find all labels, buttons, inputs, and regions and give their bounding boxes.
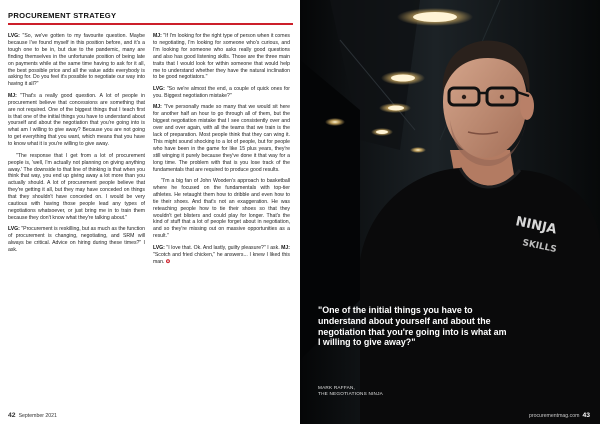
issue-date: September 2021 — [18, 413, 57, 419]
paragraph: "I'm a big fan of John Wooden's approach to basketball where he focused on the fundamentals with top-tier athletes. He retaught them how to dribble and even how to tie their shoes. And that's not an exaggeration. He was reteaching people how to tie their shoes so that they wouldn't get blisters and could play for longer. That's the kind of stuff that a lot of people forget about in negotiation, and so they're missing out on massive opportunities as a result." — [153, 178, 290, 240]
paragraph: LVG: "So we're almost the end, a couple of quick ones for you. Biggest negotiation mistake?" — [153, 85, 290, 99]
portrait-photo — [300, 0, 600, 424]
paragraph: MJ: "That's a really good question. A lot of people in procurement believe that concessions are something that are not required. One of the biggest things that I teach first is that one of the initial things you have to understand about yourself and about the negotiation that you're going into is what am I willing to give away? Because you are not going to get everything that you want, which means that you have to know what it is you're willing to give away. — [8, 92, 145, 148]
paragraph: "The response that I get from a lot of procurement people is, 'well, I'm actually not planning on giving anything away.' The downside to that line of thinking is that when you think that way, you end up giving away a lot more than you actually should. A lot of procurement people believe that they're getting it all, but they may have conceded on things that they shouldn't have conceded on. I would be very cautious with having those people lead any types of negotiations whatsoever, or just bring me in to train them because they don't know what they're talking about." — [8, 152, 145, 221]
end-of-article-icon: ✪ — [165, 258, 171, 265]
attribution-name: MARK RAFFAN, — [318, 385, 356, 390]
quote-attribution — [318, 385, 383, 397]
article-column-2 — [153, 33, 290, 270]
page-footer-left — [8, 412, 57, 419]
article-column-1 — [8, 33, 145, 259]
paragraph: LVG: "Procurement is reskilling, but as much as the function of procurement is changing, negotiating, and SRM will always be critical. Advice on hiring during these times?" I ask. — [8, 226, 145, 254]
paragraph: LVG: "I love that. Ok. And lastly, guilty pleasure?" I ask. MJ: "Scotch and fried chicken," he answers... I knew I liked this man. ✪ — [153, 244, 290, 265]
page-footer-right — [529, 412, 590, 419]
attribution-role: THE NEGOTIATIONS NINJA — [318, 391, 383, 397]
svg-text:NINJA: NINJA — [514, 214, 558, 238]
paragraph: MJ: "I've personally made so many that we would sit here for another half an hour to go through all of them, but the biggest negotiation mistake that I see consistently over and over and over again, with all the teams that we train is the lack of preparation. Most people think that they can wing it. This might sound shocking to a lot of people, but for people who have been in the game for like 15 plus years, they're still winging it purely because they've done it that way for a long time. The problem with that is you lose track of the fundamentals that are required to produce good results. — [153, 104, 290, 173]
pull-quote: "One of the initial things you have to understand about yourself and about the negotiation that you're going into is what am I willing to give away?" — [318, 305, 507, 348]
paragraph: MJ: "If I'm looking for the right type of person when it comes to negotiating, I'm looking for someone who's curious, and I'm looking for someone who asks really good questions and also has good listening skills. Those are the three main traits that I would look for within someone that would help me to understand whether they have the natural inclination to be good negotiators." — [153, 33, 290, 81]
paragraph: LVG: "So, we've gotten to my favourite question. Maybe because I've found myself in this position before, and it's a tough one to be in, but due to the pandemic, many are finding themselves in the unfortunate position of being late on payments while at the same time having to ask for it all, the best possible price and all the value adds everybody is asking for. Do you feel it's possible to negotiate our way into having it all?" — [8, 33, 145, 88]
svg-text:SKILLS: SKILLS — [521, 238, 558, 256]
website-url: procurementmag.com — [528, 413, 580, 419]
right-page — [300, 0, 600, 424]
section-title: PROCUREMENT STRATEGY — [8, 11, 117, 20]
page-number: 43 — [582, 412, 590, 419]
page-number: 42 — [8, 412, 16, 419]
section-title-rule — [8, 23, 293, 25]
